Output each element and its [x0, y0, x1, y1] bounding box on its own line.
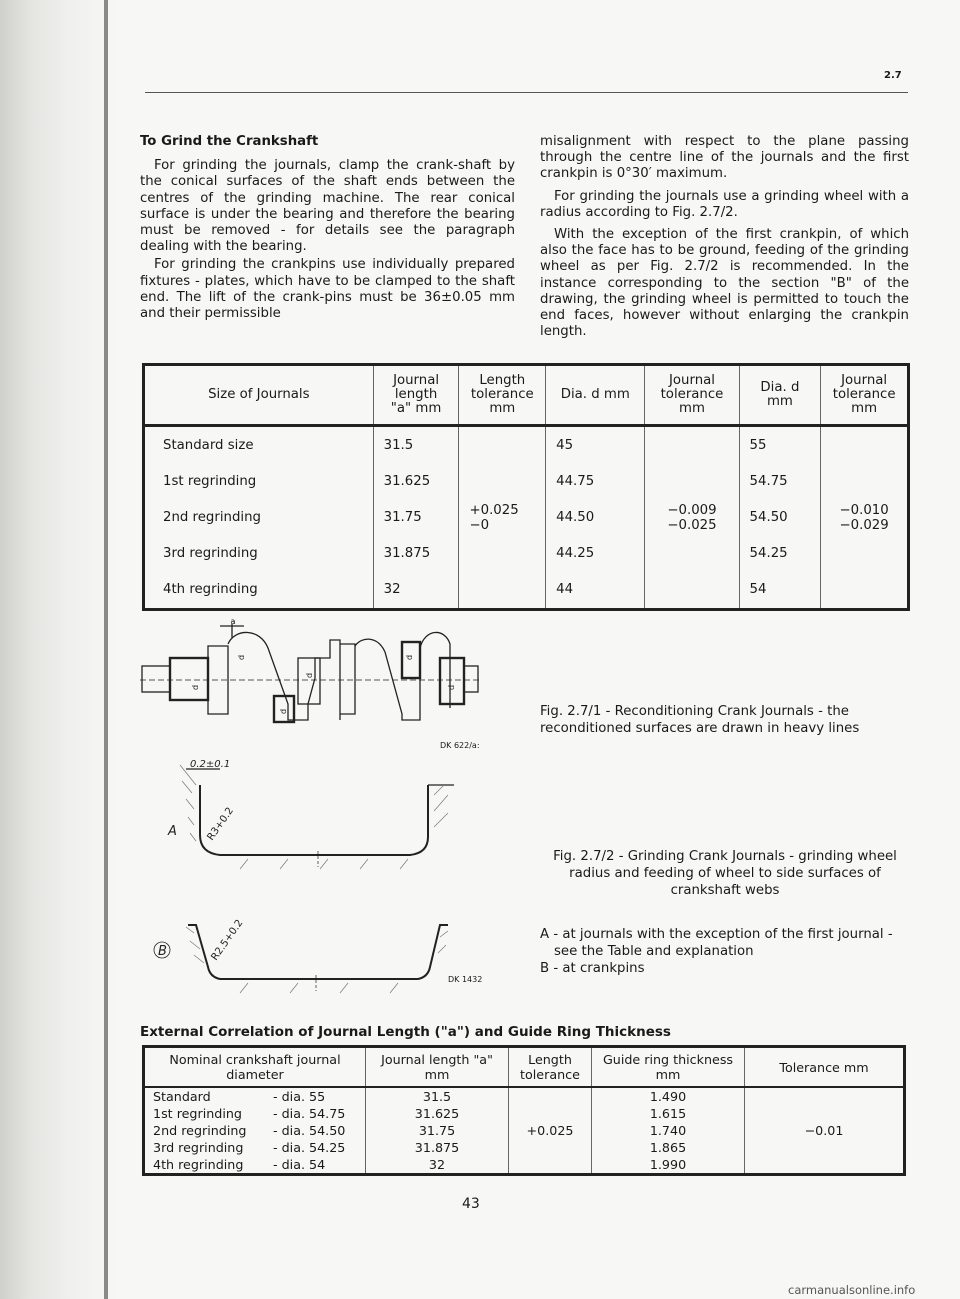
length-cell: 31.875 [366, 1139, 509, 1156]
drawing-ref: DK 622/a: [440, 741, 480, 750]
tolerance-lower: −0.025 [667, 517, 717, 533]
left-column [140, 134, 515, 328]
ring-cell: 1.990 [592, 1156, 745, 1175]
ring-cell: 1.490 [592, 1087, 745, 1105]
right-column [540, 134, 909, 346]
diameter-label: - dia. 55 [273, 1089, 326, 1104]
length-cell: 31.625 [373, 463, 459, 499]
page-number: 43 [462, 1196, 480, 1212]
diameter-cell: 44.75 [546, 463, 645, 499]
paragraph: misalignment with respect to the plane passing through the centre line of the journals and the first crankpin is 0°30′ maximum. [540, 134, 909, 182]
column-header: Dia. d mm [546, 365, 645, 426]
nominal-cell [144, 1105, 366, 1122]
nominal-cell [144, 1156, 366, 1175]
crankshaft-drawing [140, 618, 480, 736]
grade-label: 1st regrinding [153, 1106, 242, 1121]
column-header: Journal tolerance mm [645, 365, 739, 426]
nominal-cell [144, 1122, 366, 1139]
column-header: Length tolerance [509, 1047, 592, 1088]
radius-label-a: R3+0.2 [205, 805, 237, 843]
tolerance-upper: −0.009 [667, 502, 717, 518]
table-row [144, 1087, 905, 1105]
diameter-label: d [405, 654, 414, 660]
drawing-ref: DK 1432 [448, 975, 483, 984]
ring-cell: 1.740 [592, 1122, 745, 1139]
column-header: Length tolerance mm [459, 365, 546, 426]
length-cell: 32 [373, 572, 459, 610]
journal-tolerance-cell [645, 426, 739, 610]
diameter-label: d [191, 684, 200, 690]
watermark-text: carmanualsonline.info [788, 1283, 916, 1297]
size-cell: Standard size [163, 437, 254, 453]
figure-caption: Fig. 2.7/1 - Reconditioning Crank Journals - the reconditioned surfaces are drawn in heavy lines [540, 704, 860, 736]
diameter-cell: 44 [546, 572, 645, 610]
section-heading: To Grind the Crankshaft [140, 134, 319, 149]
column-header: Tolerance mm [745, 1047, 905, 1088]
diameter-cell: 44.25 [546, 536, 645, 572]
tolerance-cell: −0.01 [745, 1087, 905, 1175]
length-tolerance-cell: +0.025 [509, 1087, 592, 1175]
profile-label-b: B [158, 944, 167, 959]
binding-edge [104, 0, 108, 1299]
table-row [144, 426, 909, 464]
column-header: Journal tolerance mm [821, 365, 909, 426]
diameter-cell: 54.25 [739, 536, 821, 572]
paragraph: With the exception of the first crankpin, of which also the face has to be ground, feeding of the grinding wheel as per Fig. 2.7/2 is recommended. In the instance corresponding to the section "B" of the drawing, the grinding wheel is permitted to touch the end faces, however without enlarging the crankpin length. [540, 227, 909, 340]
table-title: External Correlation of Journal Length ("a") and Guide Ring Thickness [140, 1024, 671, 1040]
column-header: Guide ring thickness mm [592, 1047, 745, 1088]
tolerance-upper: −0.010 [839, 502, 889, 518]
grade-label: Standard [153, 1089, 211, 1104]
table-header-row [144, 365, 909, 426]
length-cell: 32 [366, 1156, 509, 1175]
tolerance-lower: −0 [469, 517, 490, 533]
diameter-label: - dia. 54.25 [273, 1140, 346, 1155]
table-header-row [144, 1047, 905, 1088]
grade-label: 3rd regrinding [153, 1140, 244, 1155]
guide-ring-table [142, 1045, 906, 1176]
paragraph: For grinding the crankpins use individually prepared fixtures - plates, which have to be clamped to the shaft end. The lift of the crank-pins must be 36±0.05 mm and their permissible [140, 257, 515, 322]
length-cell: 31.625 [366, 1105, 509, 1122]
diameter-label: - dia. 54.50 [273, 1123, 346, 1138]
length-label-a: a [230, 618, 236, 626]
ring-cell: 1.865 [592, 1139, 745, 1156]
size-cell: 1st regrinding [163, 473, 257, 489]
radius-label-b: R2.5+0.2 [209, 917, 246, 963]
tolerance-lower: −0.029 [839, 517, 889, 533]
length-cell: 31.875 [373, 536, 459, 572]
diameter-cell: 54 [739, 572, 821, 610]
length-cell: 31.75 [366, 1122, 509, 1139]
length-cell: 31.75 [373, 499, 459, 535]
nominal-cell [144, 1139, 366, 1156]
note-a: A - at journals with the exception of the first journal - see the Table and explanation [540, 927, 893, 959]
grade-label: 4th regrinding [153, 1157, 244, 1172]
length-cell: 31.5 [366, 1087, 509, 1105]
diameter-label: d [447, 684, 456, 690]
column-header: Size of Journals [144, 365, 374, 426]
diameter-label: d [279, 708, 288, 714]
journal-tolerance-cell [821, 426, 909, 610]
diameter-label: d [305, 672, 314, 678]
paragraph: For grinding the journals use a grinding wheel with a radius according to Fig. 2.7/2. [540, 188, 909, 220]
note-b: B - at crankpins [540, 961, 645, 976]
column-header: Nominal crankshaft journal diameter [144, 1047, 366, 1088]
length-cell: 31.5 [373, 426, 459, 464]
figure-caption: Fig. 2.7/2 - Grinding Crank Journals - grinding wheel radius and feeding of wheel to side surfaces of crankshaft webs [553, 849, 897, 898]
nominal-cell [144, 1087, 366, 1105]
grade-label: 2nd regrinding [153, 1123, 247, 1138]
diameter-label: - dia. 54.75 [273, 1106, 346, 1121]
figure-note [540, 926, 910, 977]
journal-size-table [142, 363, 910, 611]
diameter-cell: 54.75 [739, 463, 821, 499]
grinding-profile-drawing [148, 755, 478, 1010]
column-header: Journal length "a" mm [373, 365, 459, 426]
size-cell: 4th regrinding [163, 582, 258, 598]
diameter-label: - dia. 54 [273, 1157, 326, 1172]
size-cell: 3rd regrinding [163, 546, 258, 562]
size-cell: 2nd regrinding [163, 509, 261, 525]
ring-cell: 1.615 [592, 1105, 745, 1122]
diameter-cell: 55 [739, 426, 821, 464]
diameter-cell: 54.50 [739, 499, 821, 535]
tolerance-upper: +0.025 [469, 502, 519, 518]
diameter-cell: 44.50 [546, 499, 645, 535]
column-header: Journal length "a" mm [366, 1047, 509, 1088]
column-header: Dia. d mm [739, 365, 821, 426]
section-number: 2.7 [884, 70, 902, 81]
diameter-label: d [237, 654, 246, 660]
book-binding-shadow [0, 0, 118, 1299]
paragraph: For grinding the journals, clamp the crank-shaft by the conical surfaces of the shaft ends between the centres of the grinding machine. The rear conical surface is under the bearing and therefore the bearing must be removed - for details see the paragraph dealing with the bearing. [140, 158, 515, 255]
profile-label-a: A [168, 824, 177, 839]
header-rule [145, 92, 908, 93]
clearance-dimension: 0.2±0.1 [190, 759, 231, 770]
length-tolerance-cell [459, 426, 546, 610]
diameter-cell: 45 [546, 426, 645, 464]
